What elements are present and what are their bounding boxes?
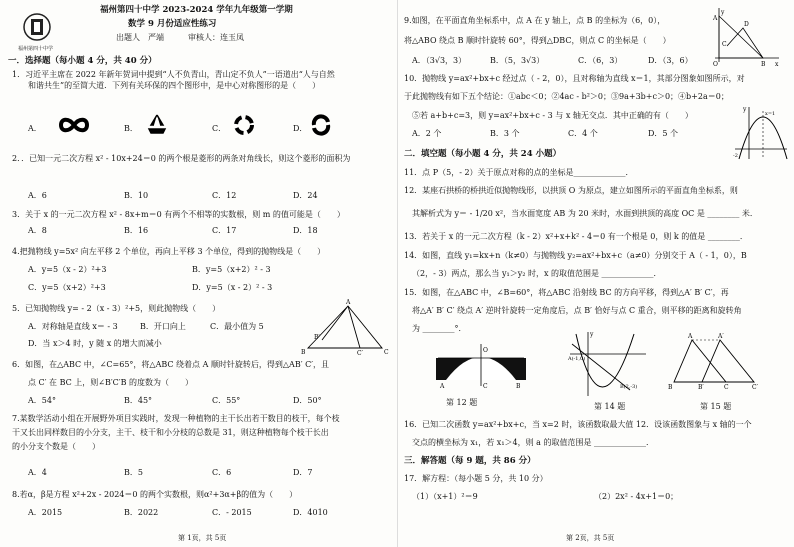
circular-arrows-icon: [232, 113, 256, 141]
q3-line: 3．关于 x 的一元二次方程 x² - 8x+m＝0 有两个不相等的实数根，则 m 的值可能是（ ）: [12, 210, 345, 219]
q1-option-b: B．: [124, 124, 138, 133]
q7-line-2: 干又长出同样数目的小分支，主干、枝干和小分枝的总数是 31，则这种植物每个枝干长出: [12, 428, 329, 437]
q9-label-o: O: [713, 61, 718, 68]
q14-label-a: A(-1,0): [568, 356, 586, 362]
q12-label-o: O: [483, 347, 488, 354]
q12-line-1: 12．某座石拱桥的桥拱近似抛物线形，以拱顶 O 为原点，建立如图所示的平面直角坐标系，则: [404, 186, 738, 195]
q6-option-c: C．55°: [212, 396, 241, 405]
q6-line-2: 点 C′ 在 BC 上，则∠B′C′B 的度数为（ ）: [28, 378, 194, 387]
q14-line-1: 14．如图，直线 y₁=kx+n（k≠0）与抛物线 y₂=ax²+bx+c（a≠0）分别交于 A（ - 1，0），B: [404, 251, 747, 260]
q7-option-a: A．4: [28, 468, 47, 477]
q10-label-y: y: [743, 106, 747, 113]
fig-caption-12: 第 12 题: [446, 398, 478, 407]
q8-option-a: A．2015: [28, 508, 63, 517]
section-1-title: 一．选择题（每小题 4 分，共 40 分）: [8, 56, 157, 66]
q17-part-2: （2）2x² - 4x+1＝0；: [594, 492, 679, 501]
q2-option-a: A．6: [28, 191, 47, 200]
q3-option-d: D．18: [293, 226, 318, 235]
q16-line-2: 交点的横坐标为 x₁，若 x₁＞4，则 a 的取值范围是 _____________．: [412, 438, 655, 447]
q2-option-b: B．10: [124, 191, 149, 200]
q4-option-a: A．y=5（x - 2）²+3: [28, 265, 107, 274]
q12-bridge-figure: [436, 340, 526, 394]
q15-label-c: C: [724, 384, 729, 391]
q2-line: 2．．已知一元二次方程 x² - 10x+24＝0 的两个根是菱形的两条对角线长，则这个菱形的面积为: [12, 154, 351, 163]
q9-label-c: C: [722, 41, 727, 48]
q6-line-1: 6．如图，在△ABC 中，∠C=65°，将△ABC 绕着点 A 顺时针旋转后，得到△AB′ C′，且: [12, 360, 330, 369]
q12-label-c: C: [483, 383, 488, 390]
section-2-title: 二．填空题（每小题 4 分，共 24 小题）: [404, 149, 562, 159]
q7-option-d: D．7: [293, 468, 313, 477]
section-3-title: 三．解答题（每 9 题，共 86 分）: [404, 456, 536, 466]
q1-option-c: C．: [212, 124, 227, 133]
author-line: 出题人 严端 审核人：连玉凤: [116, 33, 244, 42]
logo-caption: 福州第四十中学: [18, 46, 54, 52]
q7-option-b: B．5: [124, 468, 143, 477]
q15-label-b-prime: B′: [698, 384, 704, 391]
q9-label-x: x: [775, 61, 779, 68]
q5-option-a: A．对称轴是直线 x＝ - 3: [28, 322, 118, 331]
q7-line-1: 7.某数学活动小组在开展野外项目实践时，发现一种植物的主干长出若干数目的枝干，每个枝: [12, 414, 340, 423]
q8-option-b: B．2022: [124, 508, 159, 517]
q15-triangle-figure: [668, 330, 768, 394]
q10-line-3: ⑤若 a+b+c=3，则 y=ax²+bx+c - 3 与 x 轴无交点．其中正确的有（ ）: [412, 111, 693, 120]
q9-option-a: A．（3√3，3）: [412, 56, 467, 65]
q10-option-c: C．4 个: [568, 129, 598, 138]
q15-line-3: 为 ________°．: [412, 324, 467, 333]
q9-option-d: D．（3，6）: [648, 56, 693, 65]
q3-option-c: C．17: [212, 226, 237, 235]
q12-line-2: 其解析式为 y＝ - 1/20 x²，当水面宽度 AB 为 20 米时，水面到拱顶的高度 OC 是 ________ 米．: [412, 209, 758, 218]
q17-part-1: （1）（x+1）²＝9: [412, 492, 478, 501]
q12-label-a: A: [440, 383, 445, 390]
q9-label-d: D: [744, 21, 749, 28]
q1-line-1: 1．习近平主席在 2022 年新年贺词中提到“人不负青山，青山定不负人”一语道出“人与自然: [12, 70, 335, 79]
q5-option-d: D．当 x＞4 时，y 随 x 的增大而减小: [28, 339, 162, 348]
q15-label-b: B: [668, 384, 673, 391]
fig-label-c-prime: C′: [357, 350, 363, 357]
q10-parabola-figure: [733, 105, 789, 165]
q1-option-a: A．: [28, 124, 42, 133]
q8-option-c: C．- 2015: [212, 508, 252, 517]
fig-label-b: B: [301, 349, 306, 356]
infinity-symbol-icon: [58, 116, 90, 138]
q10-label-neg2: -2: [733, 153, 738, 159]
fig-label-a: A: [346, 299, 351, 306]
q13-line: 13．若关于 x 的一元二次方程（k - 2）x²+x+k² - 4＝0 有一个根是 0，则 k 的值是 ________．: [404, 232, 748, 241]
q1-option-d: D．: [293, 124, 308, 133]
q10-label-axis: x=1: [765, 111, 776, 117]
q3-option-b: B．16: [124, 226, 149, 235]
q15-line-1: 15．如图，在△ABC 中，∠B=60°，将△ABC 沿射线 BC 的方向平移，得到△A′ B′ C′，再: [404, 288, 729, 297]
school-logo-icon: [22, 12, 52, 46]
q2-option-c: C．12: [212, 191, 237, 200]
q8-line: 8.若α，β是方程 x²+2x - 2024＝0 的两个实数根，则α²+3α+β的值为（ ）: [12, 490, 298, 499]
q4-option-c: C．y=5（x+2）²+3: [28, 283, 106, 292]
q6-option-d: D．50°: [293, 396, 322, 405]
q4-option-b: B．y=5（x+2）² - 3: [192, 265, 271, 274]
q10-option-a: A．2 个: [412, 129, 442, 138]
q15-label-c-prime: C′: [752, 384, 758, 391]
q16-line-1: 16．已知二次函数 y=ax²+bx+c，当 x=2 时，该函数取最大值 12．设该函数图象与 x 轴的一个: [404, 420, 752, 429]
refresh-arrows-icon: [309, 113, 333, 141]
q10-option-b: B．3 个: [490, 129, 520, 138]
q7-option-c: C．6: [212, 468, 232, 477]
q15-label-a-prime: A′: [718, 333, 724, 340]
q5-line: 5．已知抛物线 y= - 2（x - 3）²+5，则此抛物线（ ）: [12, 304, 221, 313]
q14-label-b: B(2,-3): [620, 384, 638, 390]
q12-label-b: B: [516, 383, 521, 390]
q2-option-d: D．24: [293, 191, 318, 200]
q8-option-d: D．4010: [293, 508, 328, 517]
q10-line-1: 10．抛物线 y=ax²+bx+c 经过点（ - 2，0），且对称轴为直线 x＝1，其部分图象如图所示，对: [404, 74, 745, 83]
fig-caption-15: 第 15 题: [700, 402, 732, 411]
q14-line-2: （2，- 3）两点，那么当 y₁＞y₂ 时，x 的取值范围是 _____________．: [412, 269, 662, 278]
q7-line-3: 的小分支个数是（ ）: [12, 442, 100, 451]
q15-line-2: 将△A′ B′ C′ 绕点 A′ 逆时针旋转一定角度后，点 B′ 恰好与点 C 重合，则平移的距离和旋转角: [412, 306, 742, 315]
q10-line-2: 于此抛物线有如下五个结论：①abc＜0；②4ac - b²＞0；③9a+3b+c＞0；④b+2a＝0；: [404, 92, 729, 101]
q5-option-b: B．开口向上: [140, 322, 186, 331]
q9-option-b: B．（5，3√3）: [490, 56, 545, 65]
q10-option-d: D．5 个: [648, 129, 679, 138]
q14-line-parabola-figure: [568, 330, 648, 404]
q9-coordinate-figure: [713, 6, 783, 70]
q9-line-2: 将△ABO 绕点 B 顺时针旋转 60°，得到△DBC，则点 C 的坐标是（ ）: [404, 36, 671, 45]
fig-caption-14: 第 14 题: [594, 402, 626, 411]
q6-triangle-figure: [300, 300, 392, 360]
q6-option-a: A．54°: [28, 396, 56, 405]
q9-label-b: B: [761, 61, 766, 68]
q14-label-y: y: [590, 331, 594, 338]
q6-option-b: B．45°: [124, 396, 153, 405]
fig-label-c: C: [384, 349, 389, 356]
q11-line: 11．点 P（5，- 2）关于原点对称的点的坐标是_____________．: [404, 168, 634, 177]
q5-option-c: C．最小值为 5: [210, 322, 264, 331]
page-2-footer: 第 2页，共 5页: [566, 534, 615, 542]
q9-label-y: y: [721, 9, 725, 16]
q9-line-1: 9.如图，在平面直角坐标系中，点 A 在 y 轴上，点 B 的坐标为（6，0），: [404, 16, 666, 25]
q1-line-2: 和谐共生”的至简大道．下列有关环保的四个图形中，是中心对称图形的是（ ）: [28, 81, 321, 90]
fig-label-b-prime: B′: [314, 334, 320, 341]
recycle-symbol-icon: [145, 113, 169, 141]
q3-option-a: A．8: [28, 226, 47, 235]
q15-label-a: A: [688, 333, 693, 340]
q9-label-a: A: [713, 15, 718, 22]
page-1-footer: 第 1页，共 5页: [178, 534, 227, 542]
q9-option-c: C．（6，3）: [578, 56, 623, 65]
subject-title: 数学 9 月份适应性练习: [128, 19, 217, 29]
exam-page-2: [397, 0, 794, 547]
q17-title: 17．解方程：（每小题 5 分，共 10 分）: [404, 474, 548, 483]
q4-line: 4.把抛物线 y=5x² 向左平移 2 个单位，再向上平移 3 个单位，得到的抛物线是（ ）: [12, 247, 326, 256]
school-title: 福州第四十中学 2023-2024 学年九年级第一学期: [100, 5, 293, 15]
q4-option-d: D．y=5（x - 2）² - 3: [192, 283, 273, 292]
